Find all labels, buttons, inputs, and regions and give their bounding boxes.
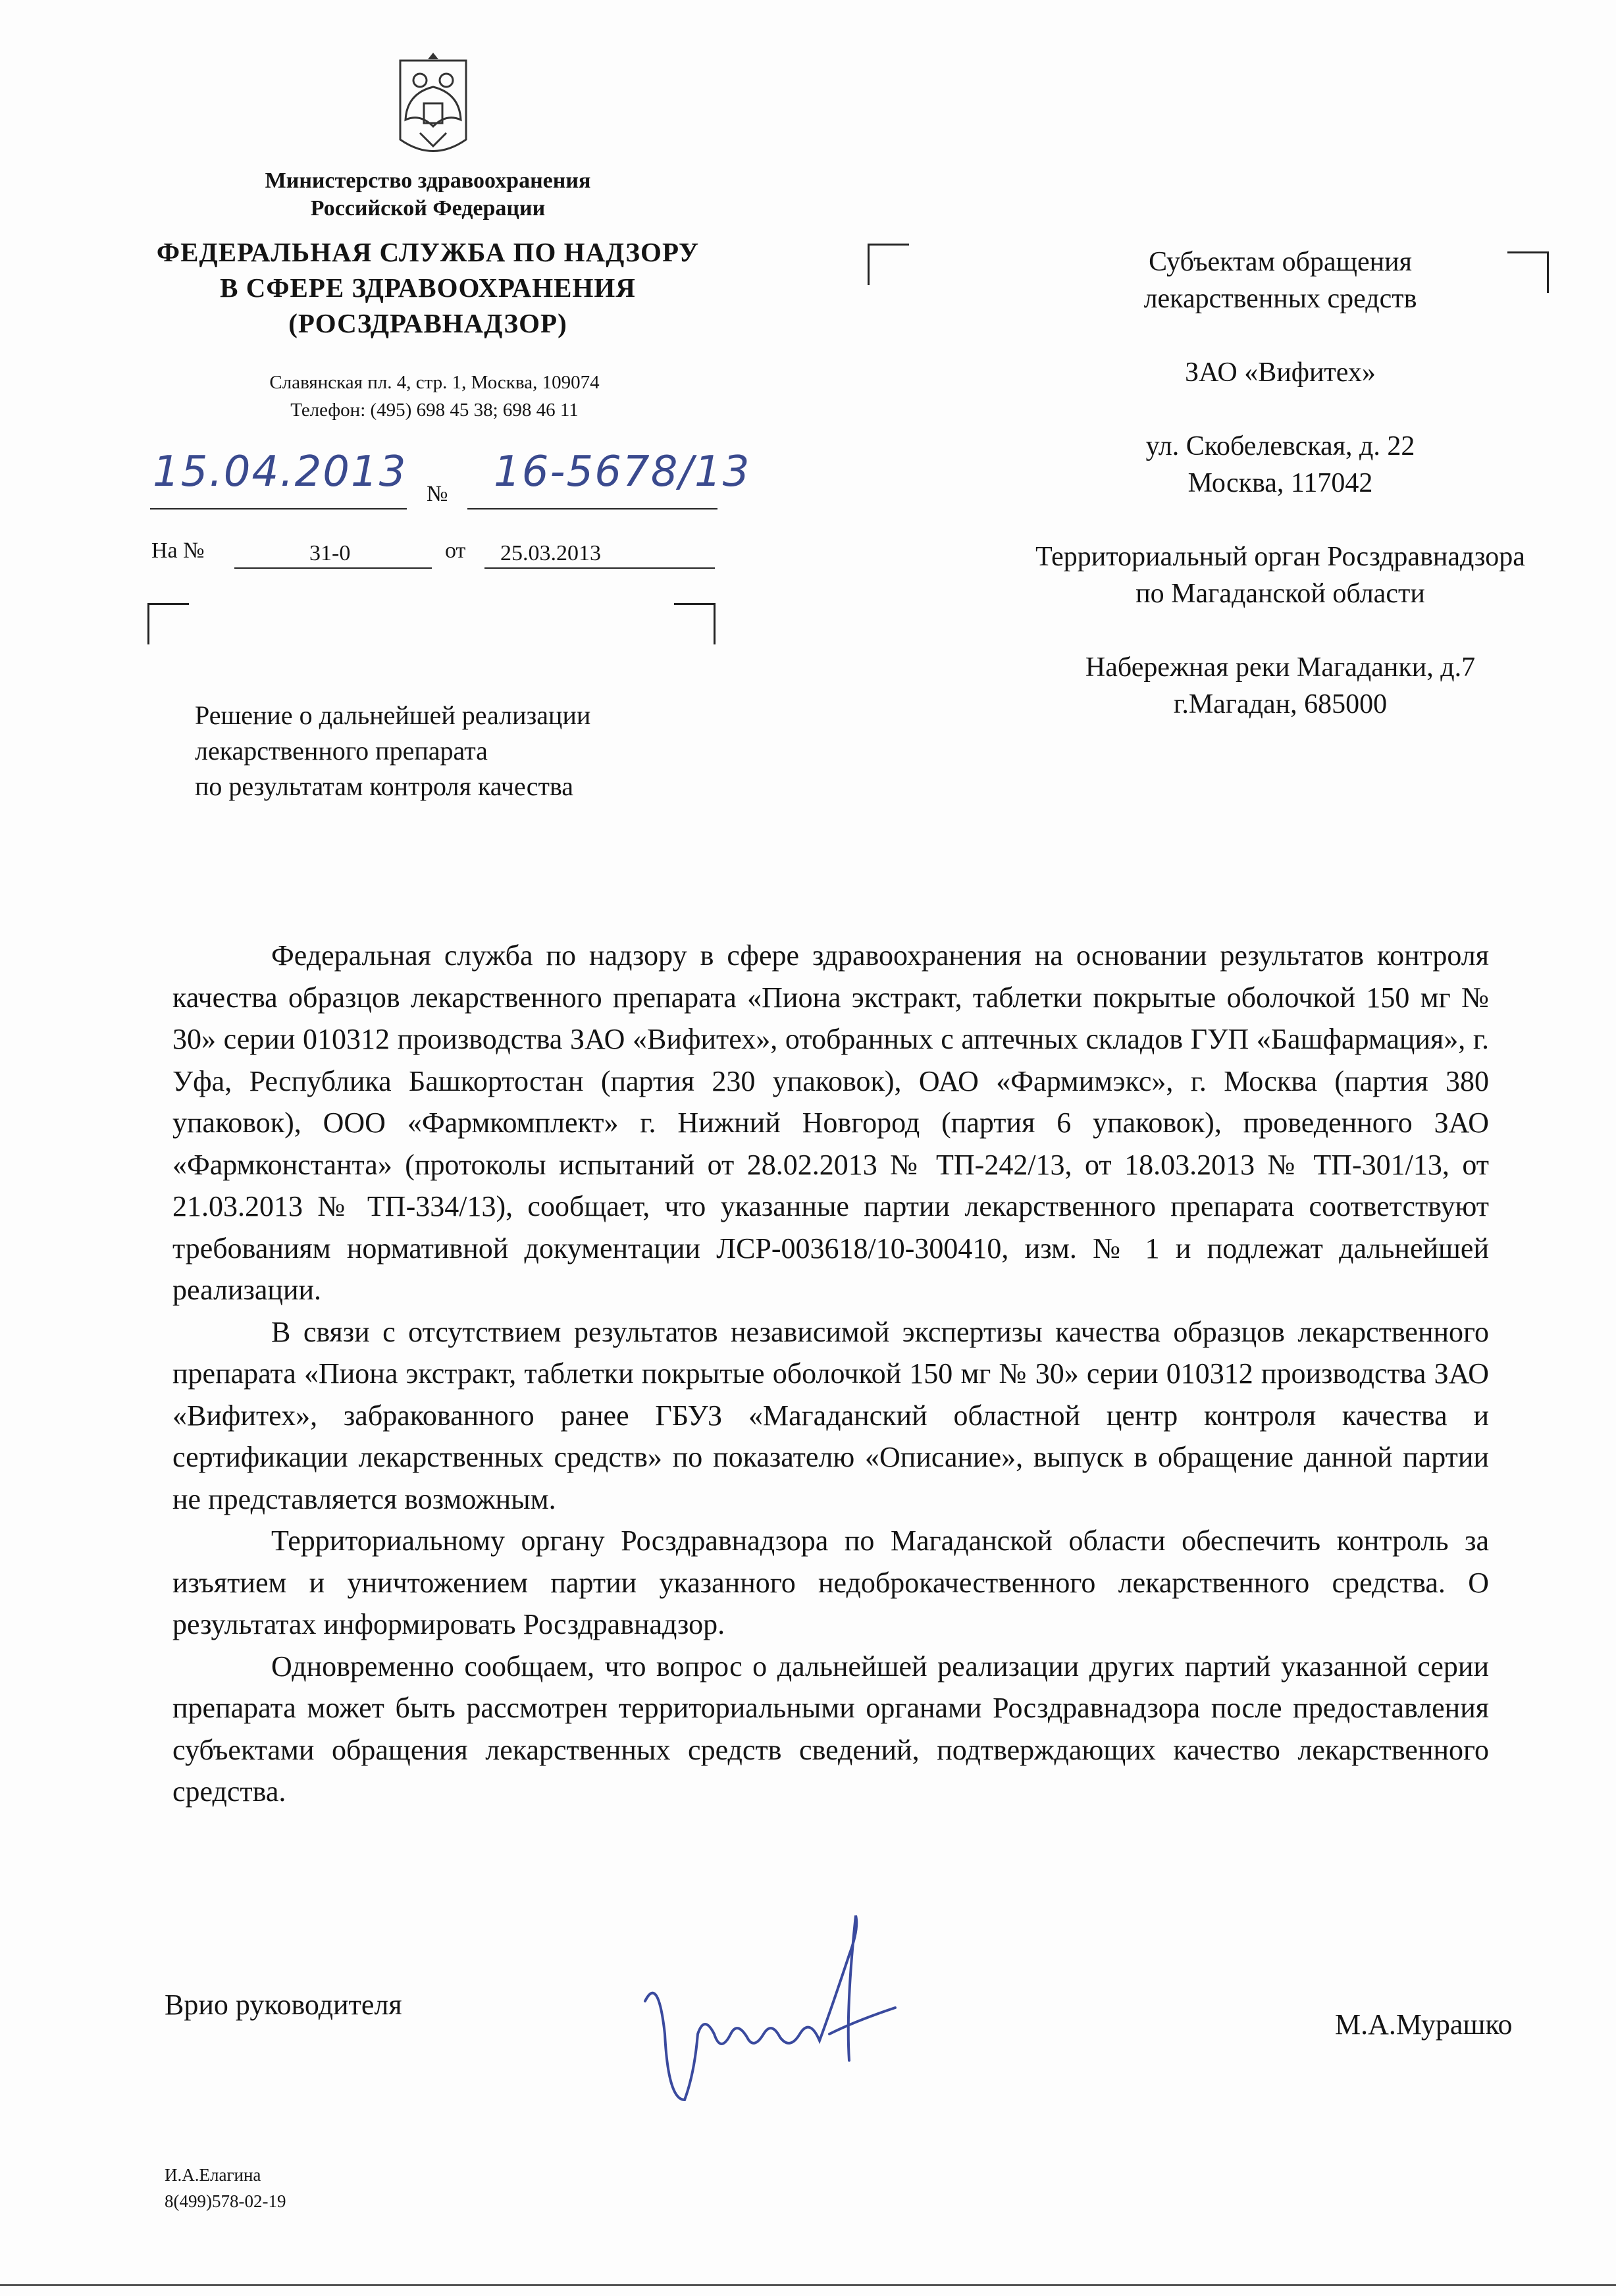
recipient-3-line-1: Территориальный орган Росздравнадзора <box>1035 542 1525 572</box>
body-paragraph-3: Территориальному органу Росздравнадзора по Магаданской области обеспечить контроль за изъятием и уничтожением партии указанного недоброкачественного лекарственного средства. О результатах информировать Росздравнадзор. <box>172 1525 1489 1640</box>
number-underline <box>467 508 717 509</box>
service-line-3: (РОСЗДРАВНАДЗОР) <box>288 308 567 338</box>
body-paragraph-4: Одновременно сообщаем, что вопрос о дальнейшей реализации других партий указанной серии препарата может быть рассмотрен территориальными органами Росздравнадзора после предоставления субъектами обращения лекарственных средств сведений, подтверждающих качество лекарственного средства. <box>172 1650 1489 1808</box>
coat-of-arms-icon <box>380 41 486 166</box>
service-name <box>132 234 724 341</box>
address-line-1: Славянская пл. 4, стр. 1, Москва, 109074 <box>269 372 600 393</box>
service-line-1: ФЕДЕРАЛЬНАЯ СЛУЖБА ПО НАДЗОРУ <box>156 237 700 267</box>
handwritten-signature <box>632 1902 908 2139</box>
recipient-3-line-4: г.Магадан, 685000 <box>1173 689 1388 719</box>
ministry-name <box>217 167 639 222</box>
ref-date: 25.03.2013 <box>500 541 601 565</box>
recipient-bracket-left <box>868 244 909 285</box>
executor-phone: 8(499)578-02-19 <box>165 2191 286 2211</box>
signatory-name: М.А.Мурашко <box>1335 2008 1513 2041</box>
ref-number: 31-0 <box>309 541 351 565</box>
executor-name: И.А.Елагина <box>165 2165 261 2185</box>
outgoing-number: 16-5678/13 <box>494 448 751 496</box>
service-line-2: В СФЕРЕ ЗДРАВООХРАНЕНИЯ <box>220 273 636 303</box>
ref-date-underline <box>484 567 715 569</box>
subject-bracket-left <box>147 603 189 644</box>
subject-line-3: по результатам контроля качества <box>195 771 574 801</box>
recipient-3-line-2: по Магаданской области <box>1135 579 1425 609</box>
subject-line-1: Решение о дальнейшей реализации <box>195 700 591 730</box>
letter-subject <box>195 698 761 804</box>
body-paragraph-2: В связи с отсутствием результатов независимой экспертизы качества образцов лекарственного препарата «Пиона экстракт, таблетки покрытые оболочкой 150 мг № 30» серии 010312 производства ЗАО «Вифитех», забракованного ранее ГБУЗ «Магаданский областной центр контроля качества и сертификации лекарственных средств» по показателю «Описание», выпуск в обращение данной партии не представляется возможным. <box>172 1315 1489 1515</box>
recipient-3-line-3: Набережная реки Магаданки, д.7 <box>1085 652 1476 683</box>
recipient-2-line-1: ЗАО «Вифитех» <box>1185 357 1376 388</box>
recipient-2-line-3: Москва, 117042 <box>1187 468 1373 498</box>
letter-body <box>172 935 1489 1813</box>
ref-number-underline <box>234 567 432 569</box>
recipient-1-line-1: Субъектам обращения <box>1149 247 1412 277</box>
subject-bracket-right <box>674 603 716 644</box>
number-label: № <box>427 482 448 506</box>
ref-label: На № <box>151 538 205 563</box>
sender-address <box>197 369 671 424</box>
ministry-line-2: Российской Федерации <box>310 196 546 221</box>
recipient-1-line-2: лекарственных средств <box>1143 284 1417 314</box>
date-underline <box>150 508 407 509</box>
body-paragraph-1: Федеральная служба по надзору в сфере здравоохранения на основании результатов контроля качества образцов лекарственного препарата «Пиона экстракт, таблетки покрытые оболочкой 150 мг № 30» серии 010312 производства ЗАО «Вифитех», отобранных с аптечных складов ГУП «Башфармация», г. Уфа, Республика Башкортостан (партия 230 упаковок), ОАО «Фармимэкс», г. Москва (партия 380 упаковок), ООО «Фармкомплект» г. Нижний Новгород (партия 6 упаковок), проведенного ЗАО «Фармконстанта» (протоколы испытаний от 28.02.2013 № ТП-242/13, от 18.03.2013 № ТП-301/13, от 21.03.2013 № ТП-334/13), сообщает, что указанные партии лекарственного препарата соответствуют требованиям нормативной документации ЛСР-003618/10-300410, изм. № 1 и подлежат дальнейшей реализации. <box>172 939 1489 1306</box>
executor-info <box>165 2162 286 2214</box>
address-line-2: Телефон: (495) 698 45 38; 698 46 11 <box>290 400 579 421</box>
ministry-line-1: Министерство здравоохранения <box>265 169 591 193</box>
signatory-title: Врио руководителя <box>165 1989 402 2021</box>
page-bottom-edge <box>0 2284 1616 2286</box>
ref-from-label: от <box>445 538 466 563</box>
outgoing-date: 15.04.2013 <box>153 448 407 496</box>
recipients-block <box>968 244 1593 723</box>
subject-line-2: лекарственного препарата <box>195 736 488 766</box>
recipient-2-line-2: ул. Скобелевская, д. 22 <box>1145 431 1415 461</box>
